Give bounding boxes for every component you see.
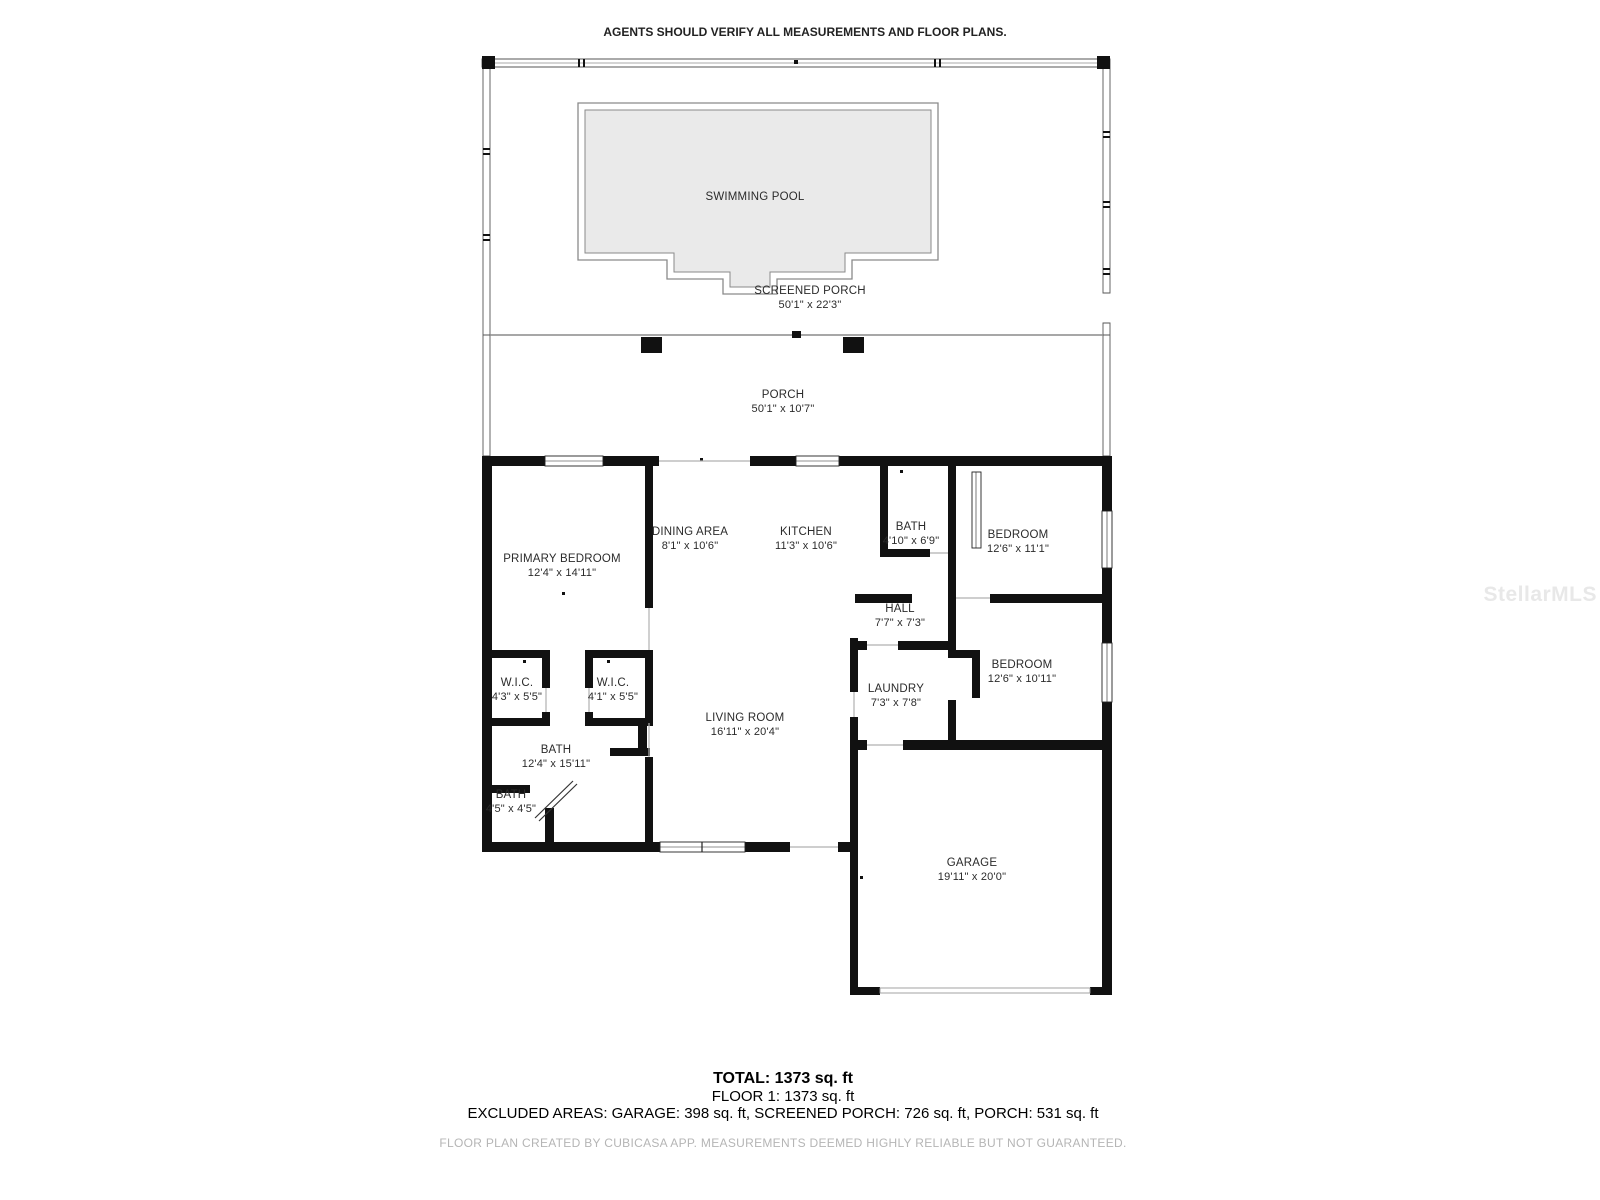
room-label-hall: HALL (885, 603, 915, 615)
window-bedroom-right-top (1102, 511, 1112, 568)
room-label-wic-left: W.I.C. (500, 677, 534, 689)
room-dims-living-room: 16'11" x 20'4" (710, 726, 780, 738)
room-dims-primary-bedroom: 12'4" x 14'11" (527, 567, 597, 579)
room-dims-dining-area: 8'1" x 10'6" (661, 540, 719, 552)
room-dims-bath-top: 4'10" x 6'9" (882, 535, 940, 547)
room-label-laundry: LAUNDRY (867, 683, 925, 695)
room-dims-wic-right: 4'1" x 5'5" (587, 691, 639, 703)
stellar-mls-watermark: StellarMLS (1483, 583, 1597, 606)
room-dims-porch: 50'1" x 10'7" (751, 403, 815, 415)
room-label-bath-top: BATH (895, 521, 927, 533)
garage-door (880, 988, 1090, 993)
window-kitchen (796, 456, 839, 466)
room-label-bedroom-right-bottom: BEDROOM (991, 659, 1053, 671)
room-dims-bedroom-right-top: 12'6" x 11'1" (986, 543, 1050, 555)
room-label-porch: PORCH (761, 389, 805, 401)
room-label-primary-bedroom: PRIMARY BEDROOM (503, 553, 621, 565)
room-label-bath-small: BATH (495, 789, 527, 801)
room-label-bedroom-right-top: BEDROOM (987, 529, 1049, 541)
room-label-wic-right: W.I.C. (596, 677, 630, 689)
footer-disclaimer-text: FLOOR PLAN CREATED BY CUBICASA APP. MEASUREMENTS DEEMED HIGHLY RELIABLE BUT NOT GUARANTEED. (439, 1136, 1127, 1150)
window-primary-bedroom (545, 456, 603, 466)
room-dims-screened-porch: 50'1" x 22'3" (778, 299, 842, 311)
room-label-living-room: LIVING ROOM (705, 712, 785, 724)
room-dims-bath-small: 4'5" x 4'5" (485, 803, 537, 815)
room-label-swimming-pool: SWIMMING POOL (705, 191, 805, 203)
room-label-garage: GARAGE (946, 857, 998, 869)
room-label-dining-area: DINING AREA (651, 526, 729, 538)
window-living-room (660, 842, 745, 852)
room-dims-garage: 19'11" x 20'0" (937, 871, 1007, 883)
excluded-areas-text: EXCLUDED AREAS: GARAGE: 398 sq. ft, SCREENED PORCH: 726 sq. ft, PORCH: 531 sq. ft (467, 1105, 1099, 1122)
floor1-area-text: FLOOR 1: 1373 sq. ft (711, 1088, 855, 1105)
room-dims-bath-main: 12'4" x 15'11" (521, 758, 591, 770)
bath-door-swing (535, 781, 577, 821)
room-label-bath-main: BATH (540, 744, 572, 756)
disclaimer-text: AGENTS SHOULD VERIFY ALL MEASUREMENTS AND FLOOR PLANS. (603, 25, 1007, 39)
room-dims-bedroom-right-bottom: 12'6" x 10'11" (987, 673, 1057, 685)
room-dims-laundry: 7'3" x 7'8" (870, 697, 922, 709)
room-dims-hall: 7'7" x 7'3" (874, 617, 926, 629)
room-dims-kitchen: 11'3" x 10'6" (774, 540, 838, 552)
room-dims-wic-left: 4'3" x 5'5" (491, 691, 543, 703)
closet-door-bedroom-right-top (972, 472, 981, 548)
total-area-text: TOTAL: 1373 sq. ft (713, 1070, 853, 1087)
room-label-kitchen: KITCHEN (780, 526, 832, 538)
room-label-screened-porch: SCREENED PORCH (754, 285, 866, 297)
window-bedroom-right-bottom (1102, 643, 1112, 702)
